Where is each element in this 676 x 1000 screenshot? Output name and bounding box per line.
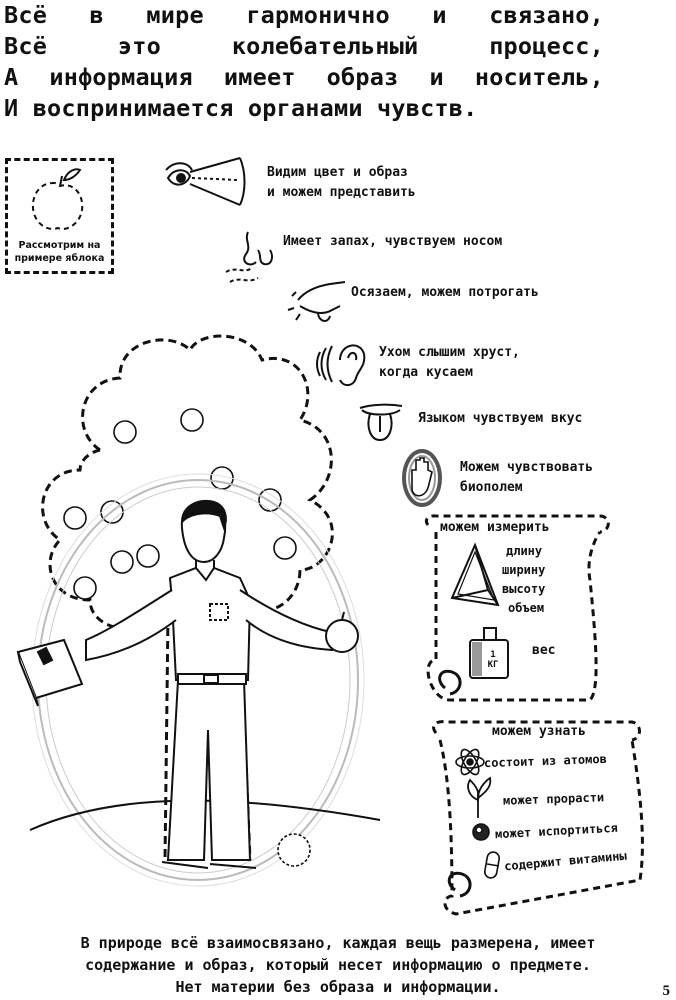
measure-dim: длину	[506, 544, 543, 558]
pill-icon	[484, 851, 500, 879]
sense-line: когда кусаем	[379, 365, 473, 380]
sense-line: Ухом слышим хруст,	[379, 345, 520, 360]
footer-line: В природе всё взаимосвязано, каждая вещь размерена, имеет	[80, 934, 596, 952]
nose-icon	[226, 232, 272, 282]
footer-line: Нет материи без образа и информации.	[175, 978, 501, 996]
apple-example-box	[5, 158, 114, 274]
measure-dim: ширину	[502, 563, 546, 577]
pyramid-icon	[452, 545, 498, 605]
sense-smell-text: Имеет запах, чувствуем носом	[283, 234, 503, 249]
page-number: 5	[662, 983, 670, 999]
sense-sight-text	[267, 163, 416, 203]
know-scroll	[434, 722, 643, 914]
sense-touch-text: Осязаем, можем потрогать	[351, 285, 539, 300]
hand-touch-icon	[288, 282, 345, 321]
palm-icon	[404, 451, 440, 505]
caption-line: Рассмотрим на	[18, 240, 101, 251]
caption-line: примере яблока	[14, 253, 105, 264]
measure-title: можем измерить	[440, 520, 550, 535]
atom-icon	[456, 747, 484, 777]
rotten-apple-icon	[473, 824, 489, 840]
sense-line: биополем	[460, 480, 523, 495]
measure-dim: высоту	[502, 582, 546, 596]
apple-box-caption	[8, 239, 111, 265]
know-item: состоит из атомов	[483, 751, 608, 771]
measure-weight: вес	[532, 643, 556, 658]
ear-icon	[317, 345, 364, 385]
poem-line: И воспринимается органами чувств.	[4, 94, 478, 122]
footer-text	[0, 932, 676, 998]
tongue-icon	[360, 405, 402, 440]
weight-label: 1 КГ	[487, 650, 499, 670]
eye-icon	[166, 158, 245, 205]
know-item: может прорасти	[502, 790, 605, 808]
poem-line: А информация имеет образ и носитель,	[4, 63, 604, 91]
know-title: можем узнать	[492, 724, 586, 739]
small-apple-icon	[278, 834, 310, 866]
sense-line: и можем представить	[267, 185, 416, 200]
measure-dim: объем	[508, 601, 545, 615]
know-item: может испортиться	[494, 820, 619, 842]
sense-line: Видим цвет и образ	[267, 165, 408, 180]
poem-line: Всё в мире гармонично и связано,	[4, 1, 604, 29]
sense-taste-text: Языком чувствуем вкус	[418, 411, 583, 426]
sense-line: Можем чувствовать	[460, 460, 594, 475]
book-icon	[18, 640, 82, 706]
sense-hearing-text	[379, 343, 520, 383]
poem	[4, 0, 604, 124]
footer-line: содержание и образ, который несет информацию о предмете.	[85, 956, 591, 974]
know-item: содержит витамины	[503, 848, 628, 874]
poem-line: Всё это колебательный процесс,	[4, 32, 604, 60]
sense-biofield-text	[460, 458, 593, 498]
sprout-icon	[468, 778, 490, 818]
